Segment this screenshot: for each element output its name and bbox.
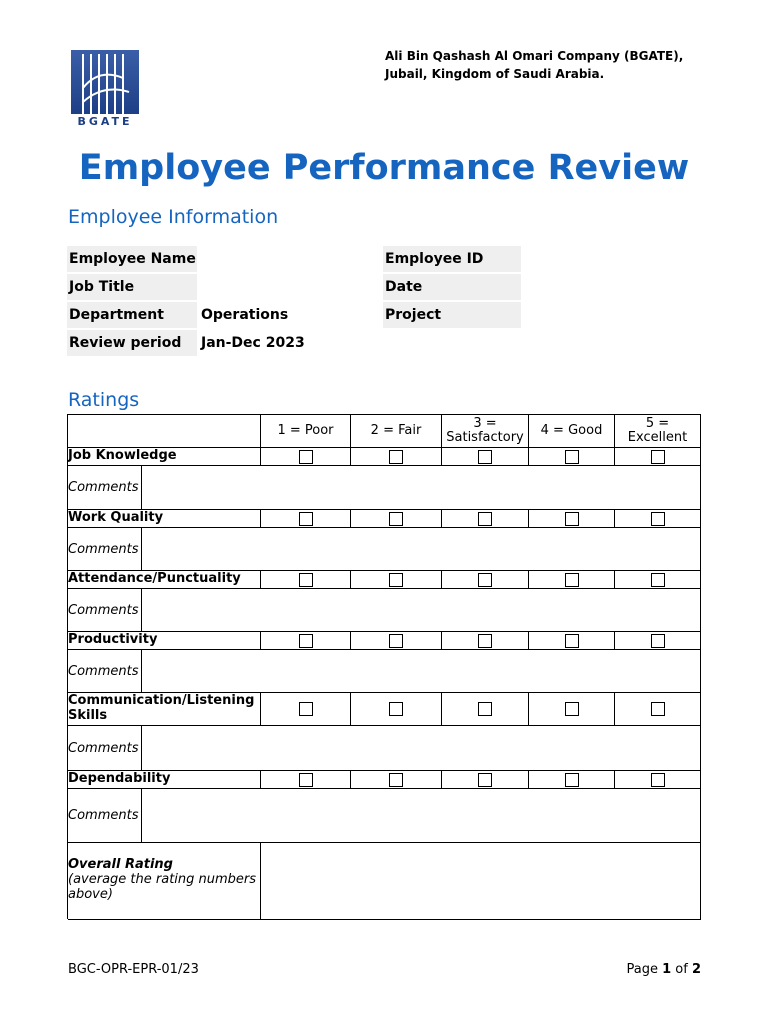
company-logo: [69, 48, 141, 128]
rating-checkbox[interactable]: [299, 773, 313, 787]
rating-checkbox[interactable]: [478, 573, 492, 587]
page-word: Page: [626, 962, 658, 977]
company-line-1: Ali Bin Qashash Al Omari Company (BGATE),: [385, 49, 684, 63]
rating-checkbox[interactable]: [389, 702, 403, 716]
rating-checkbox[interactable]: [565, 512, 579, 526]
scale-header-4: 4 = Good: [529, 415, 615, 447]
employee-info-heading: Employee Information: [68, 206, 279, 228]
department-value[interactable]: Operations: [201, 307, 289, 323]
page-number: [626, 962, 701, 977]
review-period-value[interactable]: Jan-Dec 2023: [201, 335, 305, 351]
rating-checkbox[interactable]: [389, 573, 403, 587]
date-label: Date: [383, 274, 521, 300]
comments-label: Comments: [68, 528, 142, 570]
criterion-row: [68, 632, 701, 650]
rating-checkbox[interactable]: [299, 450, 313, 464]
comments-field-dependability[interactable]: [142, 789, 701, 842]
rating-checkbox[interactable]: [565, 450, 579, 464]
employee-name-value[interactable]: [201, 246, 371, 272]
review-period-label: Review period: [67, 330, 197, 356]
project-label: Project: [383, 302, 521, 328]
rating-checkbox[interactable]: [299, 573, 313, 587]
rating-checkbox[interactable]: [651, 512, 665, 526]
ratings-table: [67, 414, 701, 919]
employee-name-label: Employee Name: [67, 246, 197, 272]
overall-rating-subtitle: (average the rating numbers above): [68, 872, 257, 902]
criterion-label-work-quality: Work Quality: [68, 510, 261, 527]
document-code: BGC-OPR-EPR-01/23: [68, 962, 199, 977]
criterion-row: [68, 693, 701, 726]
criterion-label-communication: Communication/Listening Skills: [68, 693, 261, 725]
rating-checkbox[interactable]: [389, 634, 403, 648]
rating-checkbox[interactable]: [299, 512, 313, 526]
job-title-value[interactable]: [201, 274, 371, 300]
rating-checkbox[interactable]: [299, 634, 313, 648]
overall-rating-title: Overall Rating: [68, 857, 173, 872]
company-address: [385, 47, 683, 83]
criterion-label-dependability: Dependability: [68, 771, 261, 788]
overall-rating-label-cell: [68, 843, 261, 919]
overall-rating-field[interactable]: [261, 843, 701, 919]
rating-checkbox[interactable]: [565, 634, 579, 648]
rating-checkbox[interactable]: [565, 573, 579, 587]
scale-header-3: 3 = Satisfactory: [442, 415, 529, 447]
project-value[interactable]: [525, 302, 695, 328]
rating-checkbox[interactable]: [478, 512, 492, 526]
logo-wordmark: BGATE: [77, 115, 133, 128]
rating-checkbox[interactable]: [299, 702, 313, 716]
rating-checkbox[interactable]: [478, 450, 492, 464]
criterion-row: [68, 771, 701, 789]
ratings-header-blank: [68, 415, 261, 447]
page-current: 1: [662, 962, 672, 977]
rating-checkbox[interactable]: [565, 773, 579, 787]
comments-row: [68, 589, 701, 632]
comments-label: Comments: [68, 789, 142, 842]
job-title-label: Job Title: [67, 274, 197, 300]
rating-checkbox[interactable]: [565, 702, 579, 716]
comments-field-work-quality[interactable]: [142, 528, 701, 570]
page-of: of: [675, 962, 688, 977]
date-value[interactable]: [525, 274, 695, 300]
company-line-2: Jubail, Kingdom of Saudi Arabia.: [385, 67, 605, 81]
scale-header-1: 1 = Poor: [261, 415, 351, 447]
comments-row: [68, 650, 701, 693]
comments-row: [68, 726, 701, 771]
ratings-heading: Ratings: [68, 389, 140, 411]
criterion-label-job-knowledge: Job Knowledge: [68, 448, 261, 465]
rating-checkbox[interactable]: [389, 773, 403, 787]
rating-checkbox[interactable]: [651, 773, 665, 787]
criterion-row: [68, 571, 701, 589]
comments-label: Comments: [68, 589, 142, 631]
criterion-label-productivity: Productivity: [68, 632, 261, 649]
comments-field-productivity[interactable]: [142, 650, 701, 692]
page-total: 2: [691, 962, 701, 977]
criterion-row: [68, 510, 701, 528]
rating-checkbox[interactable]: [478, 702, 492, 716]
comments-row: [68, 789, 701, 843]
comments-field-attendance[interactable]: [142, 589, 701, 631]
rating-checkbox[interactable]: [389, 450, 403, 464]
rating-checkbox[interactable]: [651, 702, 665, 716]
criterion-row: [68, 448, 701, 466]
comments-label: Comments: [68, 466, 142, 509]
rating-checkbox[interactable]: [478, 634, 492, 648]
comments-row: [68, 528, 701, 571]
employee-id-label: Employee ID: [383, 246, 521, 272]
employee-id-value[interactable]: [525, 246, 695, 272]
scale-header-2: 2 = Fair: [351, 415, 442, 447]
comments-field-communication[interactable]: [142, 726, 701, 770]
overall-rating-row: [68, 843, 701, 920]
rating-checkbox[interactable]: [651, 573, 665, 587]
scale-header-5: 5 = Excellent: [615, 415, 701, 447]
comments-row: [68, 466, 701, 510]
rating-checkbox[interactable]: [651, 450, 665, 464]
rating-checkbox[interactable]: [478, 773, 492, 787]
document-title: Employee Performance Review: [78, 148, 690, 188]
ratings-header-row: [68, 415, 701, 448]
comments-field-job-knowledge[interactable]: [142, 466, 701, 509]
rating-checkbox[interactable]: [389, 512, 403, 526]
department-label: Department: [67, 302, 197, 328]
rating-checkbox[interactable]: [651, 634, 665, 648]
comments-label: Comments: [68, 726, 142, 770]
criterion-label-attendance: Attendance/Punctuality: [68, 571, 261, 588]
comments-label: Comments: [68, 650, 142, 692]
